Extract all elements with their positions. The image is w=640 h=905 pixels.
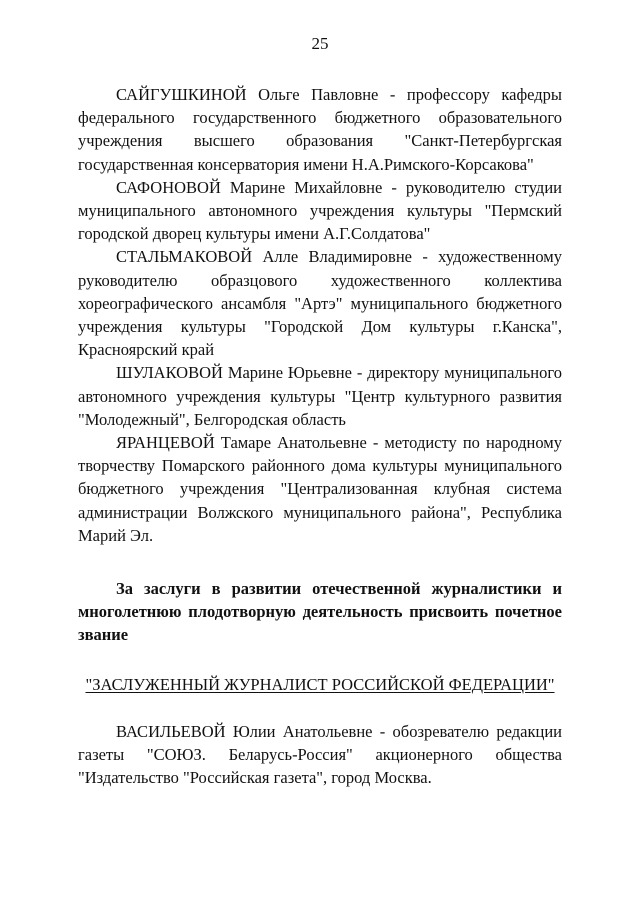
page-number: 25 (311, 34, 329, 53)
awardee-entry: ВАСИЛЬЕВОЙ Юлии Анатольевне - обозревателю редакции газеты "СОЮЗ. Беларусь-Россия" акционерного общества "Издательство "Российская газета", город Москва. (78, 722, 562, 788)
journalist-awardees-list (78, 720, 562, 790)
award-title: "ЗАСЛУЖЕННЫЙ ЖУРНАЛИСТ РОССИЙСКОЙ ФЕДЕРАЦИИ" (85, 675, 555, 694)
awardee-entry: ЯРАНЦЕВОЙ Тамаре Анатольевне - методисту по народному творчеству Помарского районного дома культуры муниципального бюджетного учреждения "Централизованная клубная система администрации Волжского муниципального района", Республика Марий Эл. (78, 433, 562, 545)
awardee-entry: САФОНОВОЙ Марине Михайловне - руководителю студии муниципального автономного учреждения культуры "Пермский городской дворец культуры имени А.Г.Солдатова" (78, 177, 562, 244)
awardee-entry: СТАЛЬМАКОВОЙ Алле Владимировне - художественному руководителю образцового художественного коллектива хореографического ансамбля "Артэ" муниципального бюджетного учреждения культуры "Городской Дом культуры г.Канска", Красноярский край (78, 247, 562, 360)
awardees-list (78, 83, 562, 547)
awardee-entry: ШУЛАКОВОЙ Марине Юрьевне - директору муниципального автономного учреждения культуры "Центр культурного развития "Молодежный", Белгородская область (78, 363, 562, 429)
awardee-entry: САЙГУШКИНОЙ Ольге Павловне - профессору кафедры федерального государственного бюджетного образовательного учреждения высшего образования "Санкт-Петербургская государственная консерватория имени Н.А.Римского-Корсакова" (78, 85, 562, 174)
section-heading: За заслуги в развитии отечественной журналистики и многолетнюю плодотворную деятельность присвоить почетное звание (78, 579, 562, 645)
